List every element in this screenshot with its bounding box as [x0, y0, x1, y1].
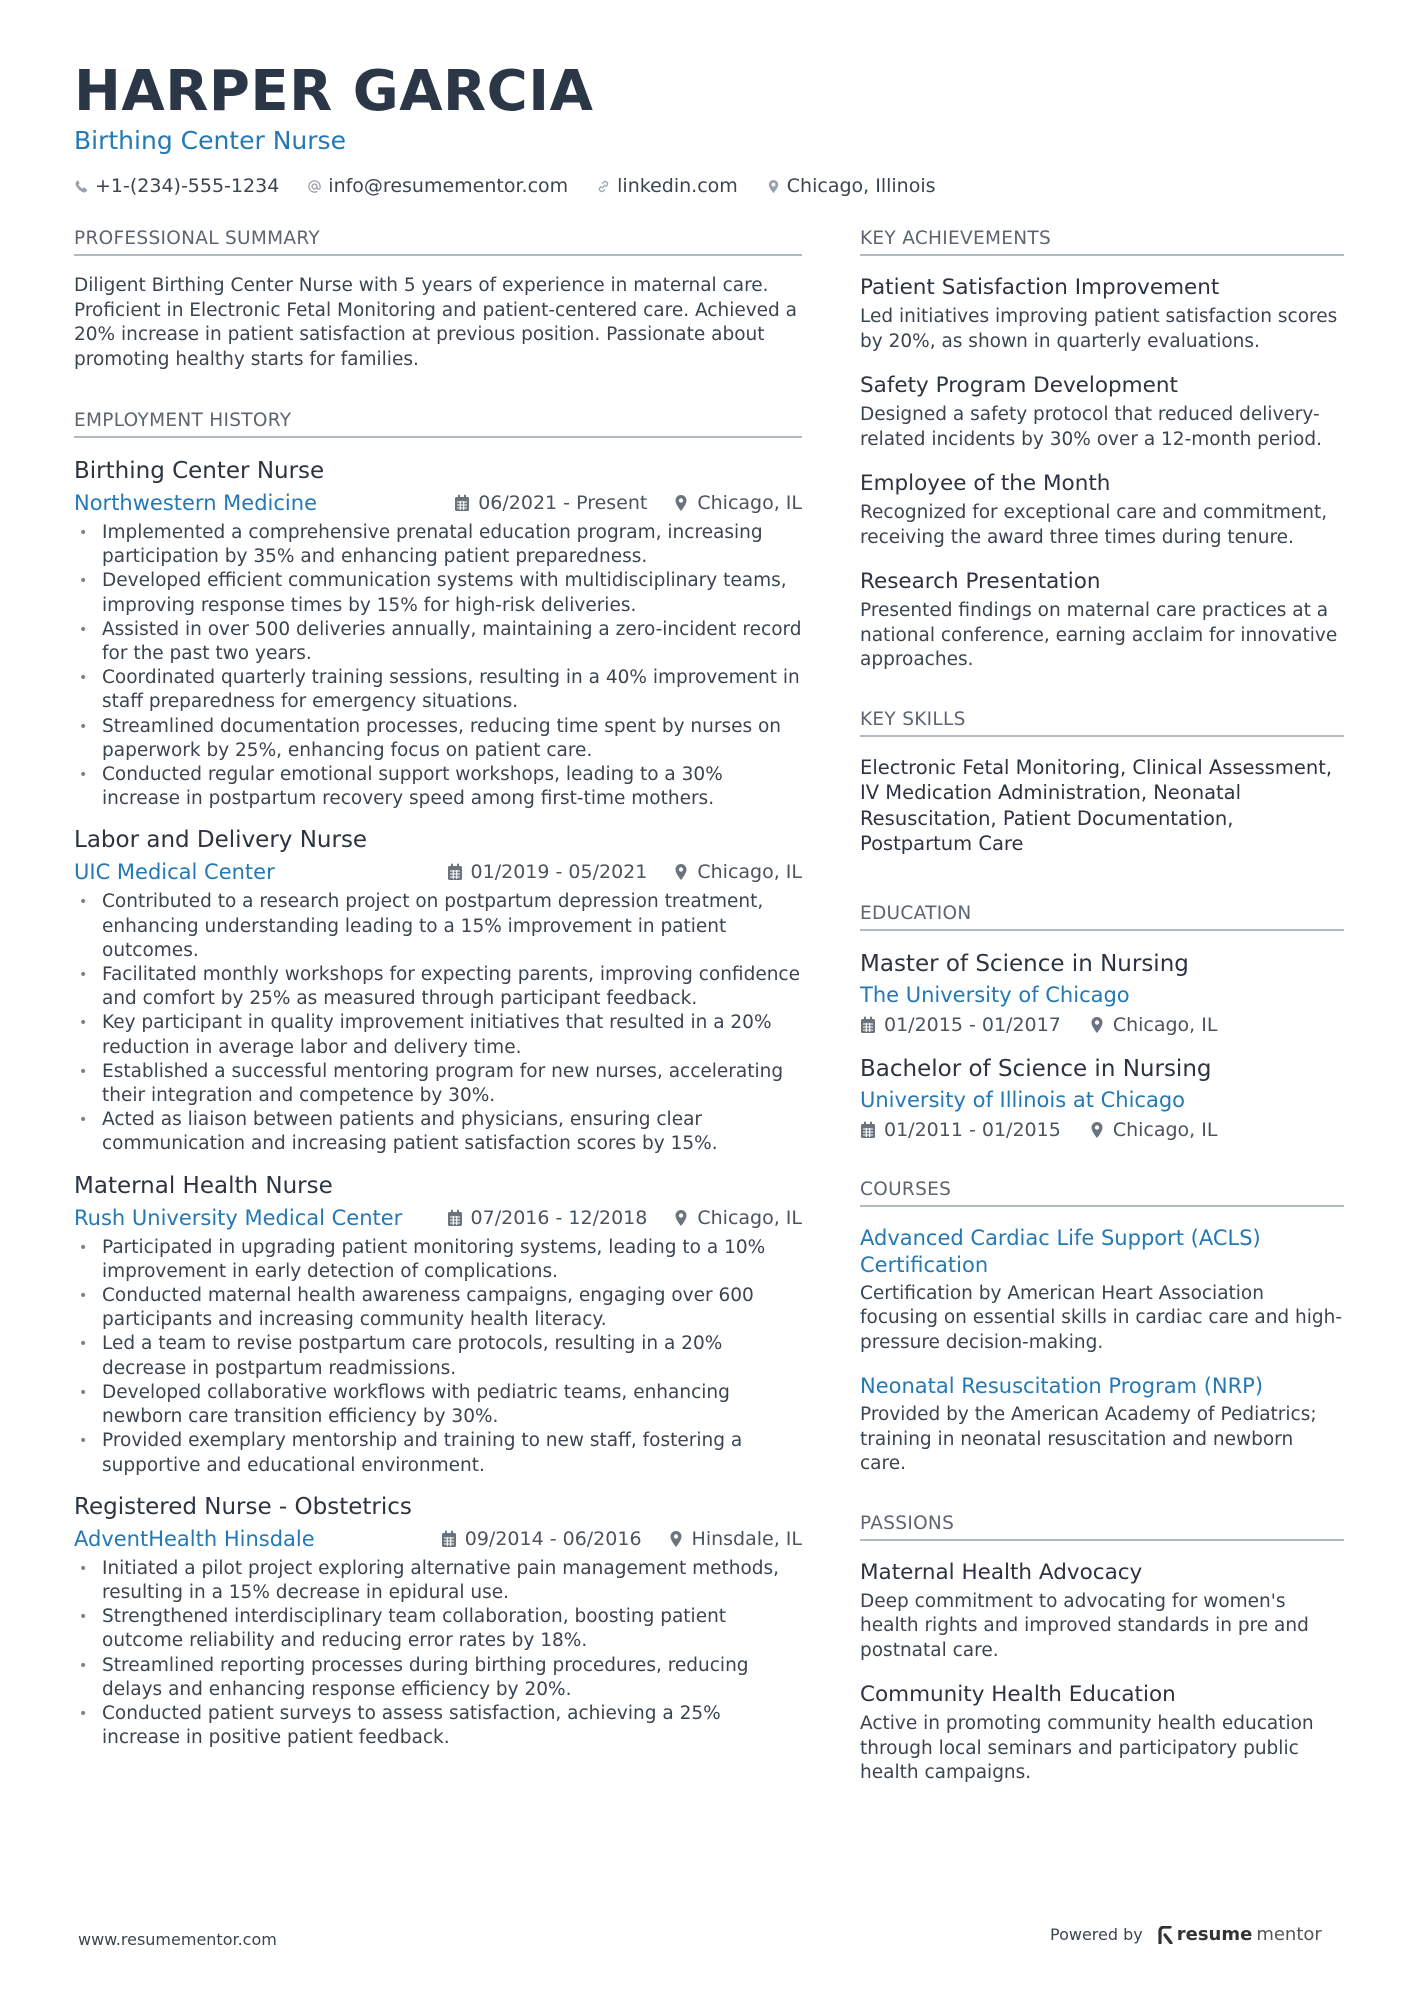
- job-meta-row: [74, 489, 802, 517]
- job-location: [673, 490, 802, 516]
- map-pin-icon: [668, 1530, 684, 1548]
- map-pin-icon: [673, 863, 689, 881]
- candidate-name: HARPER GARCIA: [74, 59, 594, 124]
- job-dates: [447, 1205, 648, 1231]
- powered-by-label: Powered by: [1050, 1925, 1143, 1944]
- job-bullet: • Key participant in quality improvement initiatives that resulted in a 20% reduction in average labor and delivery time.: [74, 1011, 802, 1059]
- contact-phone[interactable]: [74, 174, 279, 198]
- course-item: [860, 1373, 1344, 1477]
- job-bullet: • Coordinated quarterly training sessions, resulting in a 40% improvement in staff preparedness for emergency situations.: [74, 666, 802, 714]
- section-heading: EMPLOYMENT HISTORY: [74, 408, 802, 438]
- company-name: UIC Medical Center: [74, 860, 275, 885]
- employment-section: [74, 408, 802, 1750]
- contact-linkedin[interactable]: [596, 174, 738, 198]
- skills-section: [860, 707, 1344, 857]
- job-bullets: [74, 521, 802, 811]
- job-bullets: [74, 1236, 802, 1478]
- resume-header: [74, 60, 1344, 198]
- candidate-title: Birthing Center Nurse: [74, 126, 346, 155]
- job-location: [668, 1526, 802, 1552]
- contact-email[interactable]: [307, 174, 568, 198]
- job-bullet: • Provided exemplary mentorship and training to new staff, fostering a supportive and educational environment.: [74, 1429, 802, 1477]
- job-entry: [74, 456, 802, 811]
- calendar-icon: [860, 1121, 876, 1139]
- calendar-icon: [454, 494, 470, 512]
- map-pin-icon: [766, 179, 781, 194]
- education-school: The University of Chicago: [860, 982, 1130, 1007]
- education-location: [1089, 1012, 1218, 1038]
- map-pin-icon: [673, 1209, 689, 1227]
- map-pin-icon: [1089, 1121, 1105, 1139]
- course-item: [860, 1225, 1344, 1356]
- job-title: Maternal Health Nurse: [74, 1172, 333, 1199]
- right-column: [860, 226, 1344, 1804]
- job-location-text: Chicago, IL: [697, 1206, 802, 1229]
- contact-phone-text: +1-(234)-555-1234: [95, 175, 280, 197]
- calendar-icon: [447, 1209, 463, 1227]
- education-meta: [860, 1117, 1344, 1143]
- job-dates: [454, 490, 647, 516]
- education-item: [860, 1054, 1344, 1143]
- courses-section: [860, 1177, 1344, 1477]
- job-dates-text: 01/2019 - 05/2021: [470, 861, 648, 884]
- job-location: [673, 859, 802, 885]
- course-desc: Provided by the American Academy of Pediatrics; training in neonatal resuscitation and newborn care.: [860, 1404, 1317, 1474]
- job-location-text: Chicago, IL: [697, 492, 802, 514]
- achievement-desc: Led initiatives improving patient satisfaction scores by 20%, as shown in quarterly evaluations.: [860, 306, 1338, 352]
- job-entry: [74, 825, 802, 1156]
- job-bullet: • Implemented a comprehensive prenatal education program, increasing participation by 35% and enhancing patient preparedness.: [74, 521, 802, 569]
- job-dates-text: 09/2014 - 06/2016: [464, 1527, 642, 1550]
- section-heading: PASSIONS: [860, 1511, 1344, 1541]
- at-icon: [307, 179, 322, 194]
- job-bullet: • Established a successful mentoring program for new nurses, accelerating their integration and competence by 30%.: [74, 1060, 802, 1108]
- achievement-item: [860, 568, 1344, 673]
- achievement-title: Research Presentation: [860, 569, 1101, 594]
- education-section: [860, 901, 1344, 1143]
- education-meta: [860, 1012, 1344, 1038]
- contact-location: [766, 174, 936, 198]
- calendar-icon: [860, 1016, 876, 1034]
- education-school: University of Illinois at Chicago: [860, 1087, 1186, 1112]
- job-bullet: • Conducted maternal health awareness campaigns, engaging over 600 participants and increasing community health literacy.: [74, 1284, 802, 1332]
- job-bullet: • Facilitated monthly workshops for expecting parents, improving confidence and comfort by 25% as measured through participant feedback.: [74, 963, 802, 1011]
- brand-mentor: mentor: [1256, 1924, 1322, 1945]
- job-meta-row: [74, 1525, 802, 1553]
- section-heading: PROFESSIONAL SUMMARY: [74, 226, 802, 256]
- job-bullets: [74, 1557, 802, 1751]
- achievement-item: [860, 274, 1344, 354]
- job-bullet: • Developed efficient communication systems with multidisciplinary teams, improving response times by 15% for high-risk deliveries.: [74, 569, 802, 617]
- achievement-title: Safety Program Development: [860, 373, 1178, 398]
- job-meta: [447, 859, 802, 885]
- achievement-title: Employee of the Month: [860, 471, 1111, 496]
- job-bullet: • Led a team to revise postpartum care protocols, resulting in a 20% decrease in postpartum readmissions.: [74, 1332, 802, 1380]
- company-name: Northwestern Medicine: [74, 491, 317, 515]
- education-location-text: Chicago, IL: [1112, 1013, 1218, 1036]
- job-location-text: Chicago, IL: [697, 861, 802, 884]
- summary-section: [74, 226, 802, 372]
- achievement-item: [860, 470, 1344, 550]
- achievement-desc: Presented findings on maternal care practices at a national conference, earning acclaim for innovative approaches.: [860, 600, 1338, 670]
- job-meta: [441, 1526, 802, 1552]
- achievement-title: Patient Satisfaction Improvement: [860, 275, 1220, 300]
- footer-powered: [1050, 1924, 1322, 1945]
- job-bullet: • Streamlined reporting processes during birthing procedures, reducing delays and enhancing response efficiency by 20%.: [74, 1654, 802, 1702]
- job-meta-row: [74, 1204, 802, 1232]
- job-bullet: • Developed collaborative workflows with pediatric teams, enhancing newborn care transition efficiency by 30%.: [74, 1381, 802, 1429]
- course-title: Neonatal Resuscitation Program (NRP): [860, 1374, 1264, 1398]
- section-heading: KEY ACHIEVEMENTS: [860, 226, 1344, 256]
- map-pin-icon: [673, 494, 689, 512]
- education-dates: [860, 1012, 1061, 1038]
- contact-location-text: Chicago, Illinois: [786, 175, 936, 197]
- contact-linkedin-text: linkedin.com: [617, 175, 738, 197]
- job-title: Labor and Delivery Nurse: [74, 827, 368, 854]
- job-meta-row: [74, 858, 802, 886]
- job-bullet: • Conducted regular emotional support workshops, leading to a 30% increase in postpartum recovery speed among first-time mothers.: [74, 763, 802, 811]
- job-bullet: • Streamlined documentation processes, reducing time spent by nurses on paperwork by 25%, enhancing focus on patient care.: [74, 715, 802, 763]
- section-heading: KEY SKILLS: [860, 707, 1344, 737]
- education-dates: [860, 1117, 1061, 1143]
- job-bullet: • Participated in upgrading patient monitoring systems, leading to a 10% improvement in early detection of complications.: [74, 1236, 802, 1284]
- section-heading: EDUCATION: [860, 901, 1344, 931]
- course-title: Advanced Cardiac Life Support (ACLS) Certification: [860, 1225, 1261, 1277]
- education-location-text: Chicago, IL: [1112, 1118, 1218, 1141]
- passion-desc: Active in promoting community health education through local seminars and participatory public health campaigns.: [860, 1713, 1314, 1783]
- job-bullets: [74, 890, 802, 1156]
- job-bullet: • Initiated a pilot project exploring alternative pain management methods, resulting in a 15% decrease in epidural use.: [74, 1557, 802, 1605]
- course-desc: Certification by American Heart Association focusing on essential skills in cardiac care and high-pressure decision-making.: [860, 1282, 1343, 1353]
- job-dates-text: 06/2021 - Present: [478, 492, 648, 514]
- achievement-desc: Recognized for exceptional care and commitment, receiving the award three times during tenure.: [860, 502, 1328, 548]
- job-entry: [74, 1171, 802, 1478]
- summary-text: Diligent Birthing Center Nurse with 5 years of experience in maternal care. Proficient in Electronic Fetal Monitoring and patient-centered care. Achieved a 20% increase in patient satisfaction at previous position. Passionate about promoting healthy starts for families.: [74, 275, 798, 370]
- passion-title: Maternal Health Advocacy: [860, 1559, 1143, 1585]
- section-heading: COURSES: [860, 1177, 1344, 1207]
- job-meta: [454, 490, 802, 516]
- job-dates-text: 07/2016 - 12/2018: [470, 1206, 648, 1229]
- job-bullet: • Assisted in over 500 deliveries annually, maintaining a zero-incident record for the past two years.: [74, 618, 802, 666]
- job-entry: [74, 1492, 802, 1751]
- education-item: [860, 949, 1344, 1038]
- left-column: [74, 226, 802, 1764]
- passion-title: Community Health Education: [860, 1682, 1176, 1707]
- job-bullet: • Conducted patient surveys to assess satisfaction, achieving a 25% increase in positive patient feedback.: [74, 1702, 802, 1750]
- job-dates: [447, 859, 648, 885]
- calendar-icon: [441, 1530, 457, 1548]
- job-bullet: • Contributed to a research project on postpartum depression treatment, enhancing understanding leading to a 15% improvement in patient outcomes.: [74, 890, 802, 963]
- map-pin-icon: [1089, 1016, 1105, 1034]
- achievements-section: [860, 226, 1344, 673]
- achievement-item: [860, 372, 1344, 452]
- job-title: Registered Nurse - Obstetrics: [74, 1493, 412, 1520]
- education-degree: Bachelor of Science in Nursing: [860, 1055, 1212, 1082]
- contact-bar: [74, 174, 1344, 198]
- company-name: Rush University Medical Center: [74, 1205, 403, 1230]
- brand-resume: resume: [1176, 1924, 1253, 1945]
- footer-website[interactable]: www.resumementor.com: [78, 1930, 277, 1949]
- resumementor-logo-icon: [1157, 1926, 1173, 1944]
- brand-logo[interactable]: [1157, 1924, 1322, 1945]
- education-degree: Master of Science in Nursing: [860, 950, 1189, 977]
- passions-section: [860, 1511, 1344, 1786]
- company-name: AdventHealth Hinsdale: [74, 1526, 315, 1551]
- job-dates: [441, 1526, 642, 1552]
- skills-text: Electronic Fetal Monitoring, Clinical Assessment, IV Medication Administration, Neonatal Resuscitation, Patient Documentation, Postpartum Care: [860, 755, 1333, 855]
- job-bullet: • Strengthened interdisciplinary team collaboration, boosting patient outcome reliability and reducing error rates by 18%.: [74, 1605, 802, 1653]
- contact-email-text: info@resumementor.com: [328, 175, 569, 197]
- education-dates-text: 01/2015 - 01/2017: [884, 1013, 1061, 1036]
- education-dates-text: 01/2011 - 01/2015: [884, 1118, 1061, 1141]
- job-bullet: • Acted as liaison between patients and physicians, ensuring clear communication and increasing patient satisfaction scores by 15%.: [74, 1108, 802, 1156]
- job-location-text: Hinsdale, IL: [691, 1527, 802, 1550]
- job-title: Birthing Center Nurse: [74, 458, 325, 484]
- passion-desc: Deep commitment to advocating for women's health rights and improved standards in pre and postnatal care.: [860, 1590, 1309, 1661]
- education-location: [1089, 1117, 1218, 1143]
- achievement-desc: Designed a safety protocol that reduced delivery-related incidents by 30% over a 12-month period.: [860, 404, 1322, 450]
- job-location: [673, 1205, 802, 1231]
- phone-icon: [74, 179, 89, 194]
- job-meta: [447, 1205, 802, 1231]
- passion-item: [860, 1681, 1344, 1786]
- calendar-icon: [447, 863, 463, 881]
- link-icon: [596, 179, 611, 194]
- passion-item: [860, 1559, 1344, 1664]
